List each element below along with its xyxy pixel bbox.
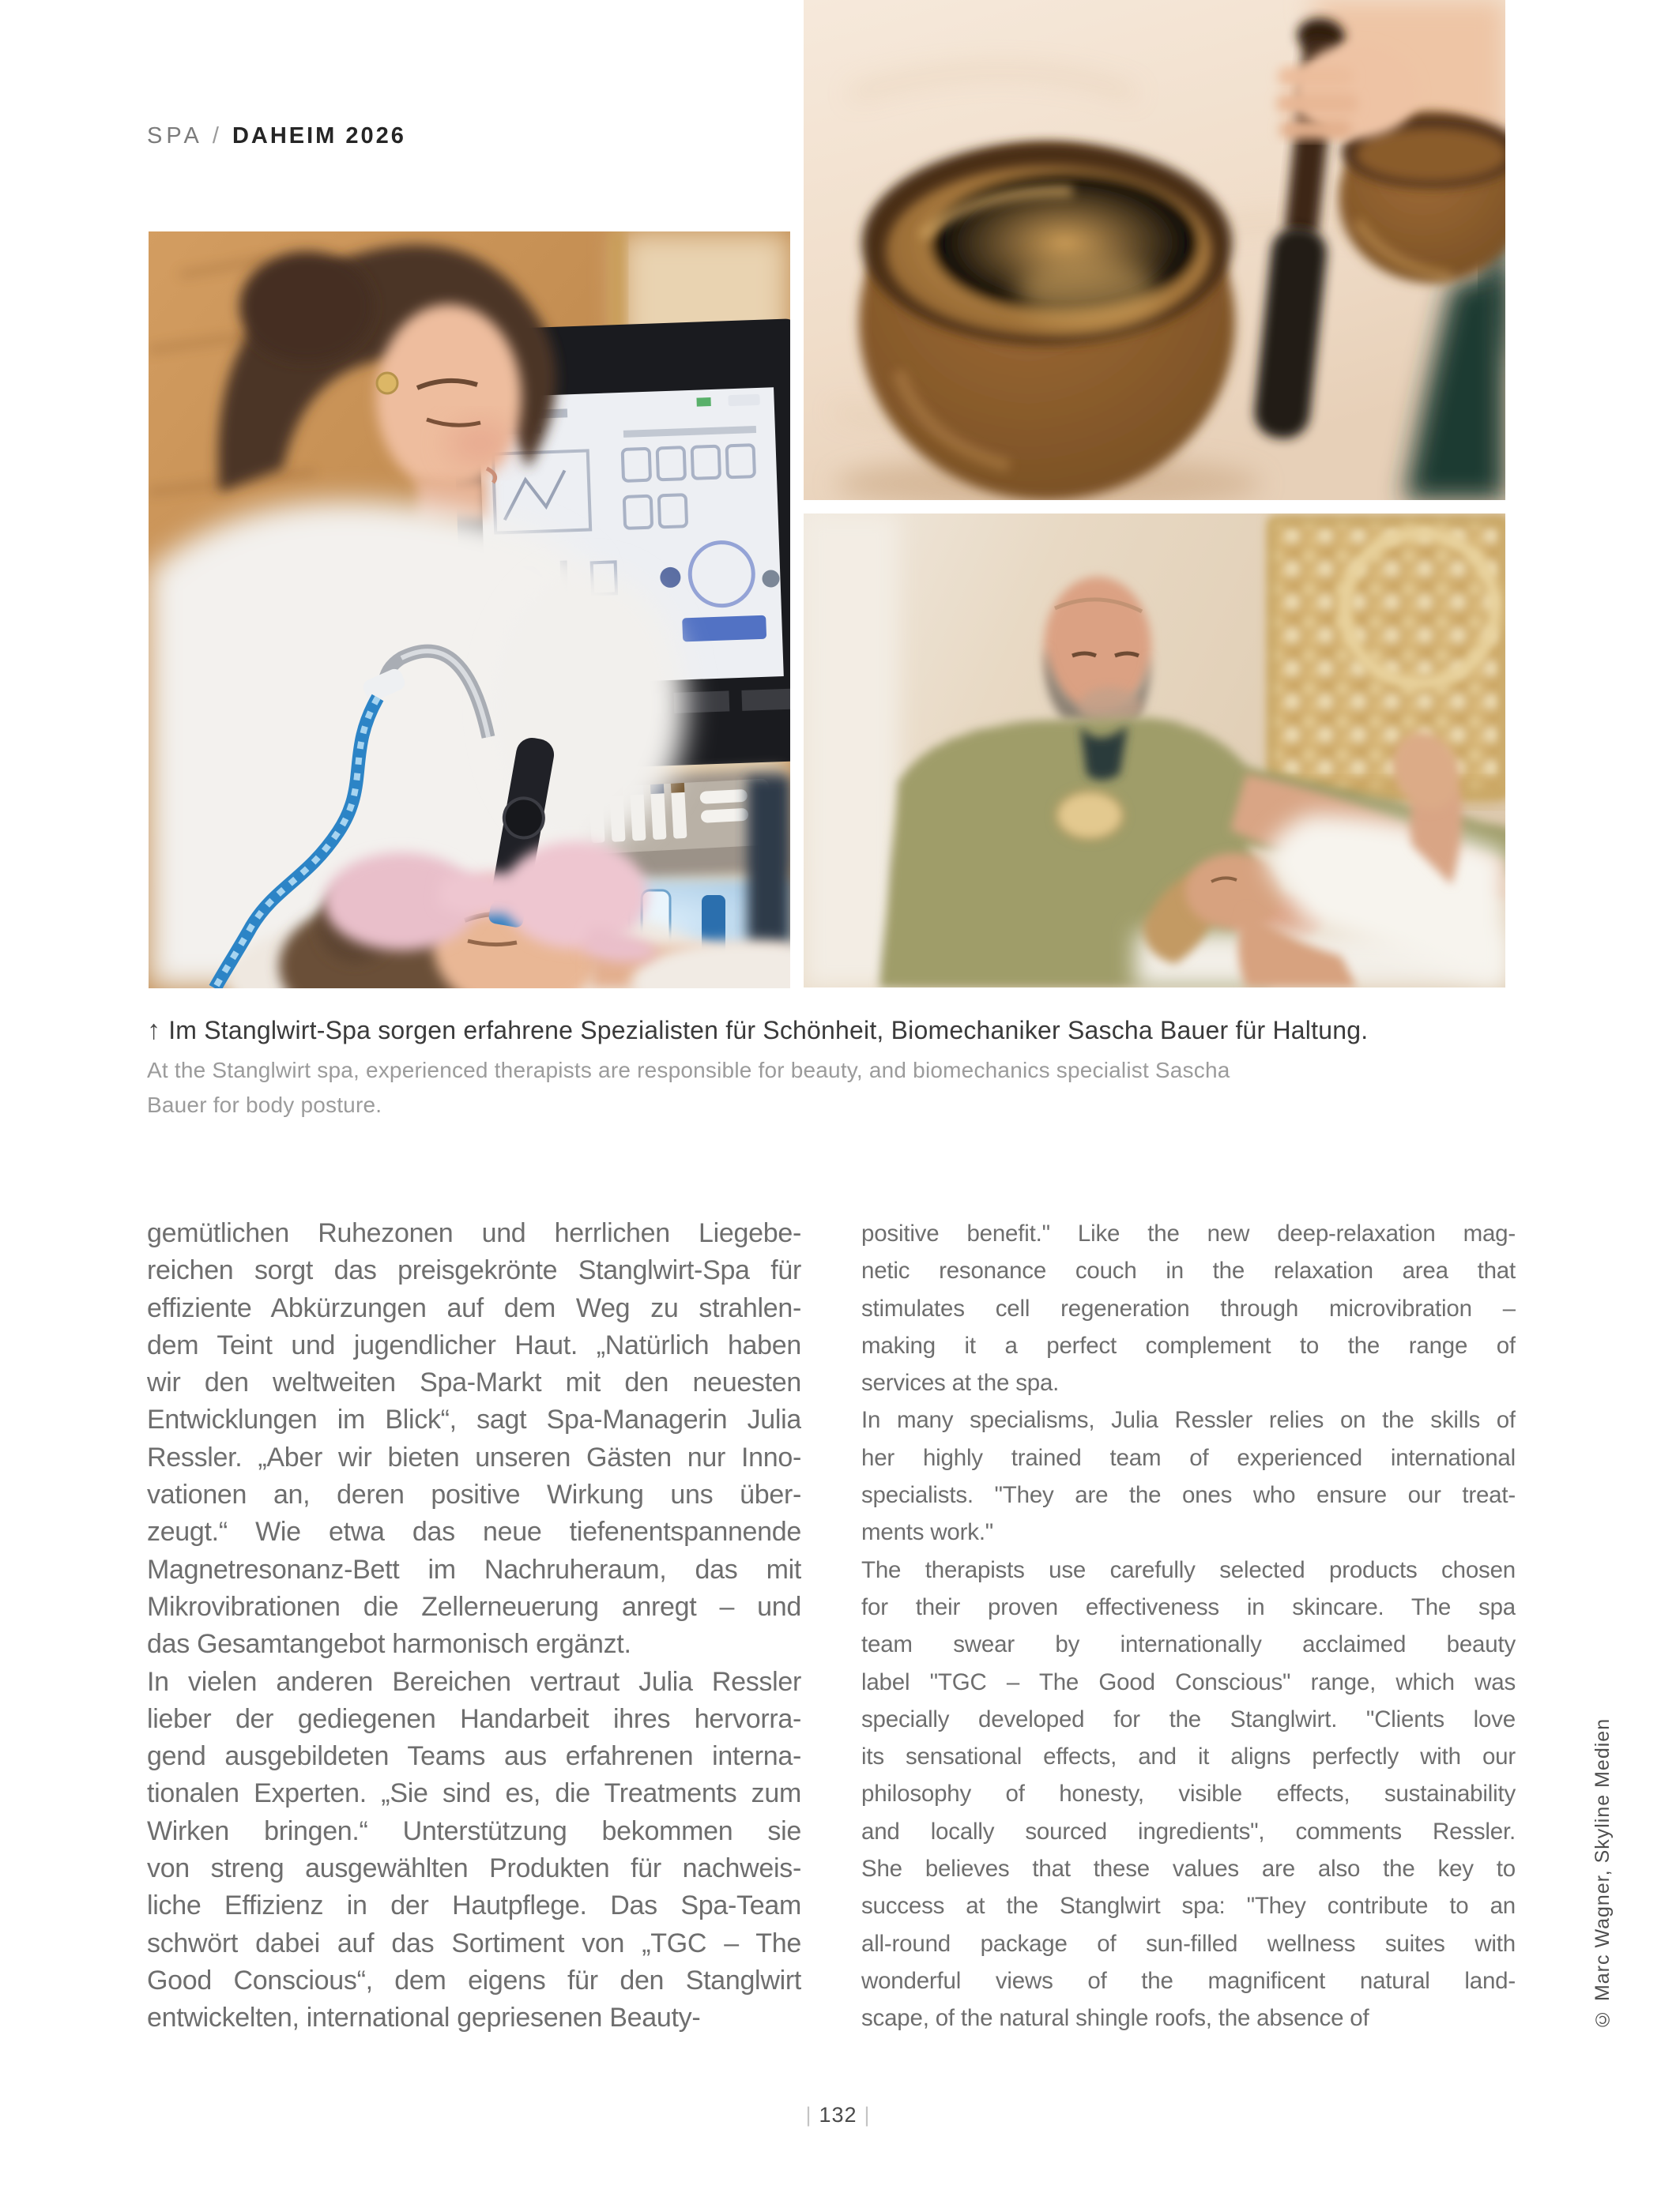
body-text-line: von streng ausgewählten Produkten für nachweis- bbox=[147, 1853, 801, 1884]
therapist-face bbox=[376, 304, 522, 491]
facial-treatment-illustration bbox=[149, 231, 790, 988]
photo-credit: © Marc Wagner, Skyline Medien bbox=[1591, 1717, 1614, 2030]
body-text-line: gemütlichen Ruhezonen und herrlichen Liegebe- bbox=[147, 1218, 801, 1248]
page-header bbox=[147, 123, 406, 149]
body-text-line: services at the spa. bbox=[861, 1370, 1060, 1397]
page-number-left-bar: | bbox=[805, 2103, 812, 2127]
body-text-line: tionalen Experten. „Sie sind es, die Treatments zum bbox=[147, 1778, 801, 1809]
body-text-line: liche Effizienz in der Hautpflege. Das Spa-Team bbox=[147, 1890, 801, 1921]
body-text-line: das Gesamtangebot harmonisch ergänzt. bbox=[147, 1629, 631, 1660]
body-text-line: label "TGC – The Good Conscious" range, which was bbox=[861, 1668, 1516, 1695]
body-text-line: her highly trained team of experienced international bbox=[861, 1444, 1516, 1471]
pink-glove-right bbox=[503, 841, 648, 949]
body-text-line: positive benefit." Like the new deep-relaxation mag- bbox=[861, 1221, 1516, 1247]
body-text-line: Entwicklungen im Blick“, sagt Spa-Managerin Julia bbox=[147, 1405, 801, 1435]
name-badge bbox=[1056, 792, 1123, 839]
body-text-line: Mikrovibrationen die Zellerneuerung anregt – und bbox=[147, 1591, 801, 1622]
body-german-column bbox=[147, 1215, 801, 2037]
body-text-line: lieber der gediegenen Handarbeit ihres hervorra- bbox=[147, 1703, 801, 1734]
body-text-line: philosophy of honesty, visible effects, sustainability bbox=[861, 1781, 1516, 1808]
caption-german-text: Im Stanglwirt-Spa sorgen erfahrene Spezialisten für Schönheit, Biomechaniker Sascha Bauer für Haltung. bbox=[168, 1016, 1369, 1044]
body-text-line: for their proven effectiveness in skincare. The spa bbox=[861, 1593, 1516, 1620]
body-text-line: specialists. "They are the ones who ensure our treat- bbox=[861, 1482, 1516, 1509]
header-separator: / bbox=[212, 123, 223, 149]
body-text-line: ments work." bbox=[861, 1519, 994, 1546]
body-text-line: schwört dabei auf das Sortiment von „TGC – The bbox=[147, 1928, 801, 1958]
caption-english: At the Stanglwirt spa, experienced therapists are responsible for beauty, and biomechanics specialist Sascha Bauer for body posture. bbox=[147, 1058, 1230, 1117]
body-text-line: vationen an, deren positive Wirkung uns über- bbox=[147, 1480, 801, 1510]
body-text-line: In many specialisms, Julia Ressler relies on the skills of bbox=[861, 1407, 1516, 1434]
body-text-line: team swear by internationally acclaimed beauty bbox=[861, 1631, 1516, 1658]
caption-german bbox=[147, 1013, 1368, 1048]
body-text-line: gend ausgebildeten Teams aus erfahrenen interna- bbox=[147, 1741, 801, 1772]
body-text-line: Good Conscious“, dem eigens für den Stanglwirt bbox=[147, 1965, 801, 1996]
page-number-right-bar: | bbox=[864, 2103, 871, 2127]
body-text-line: all-round package of sun-filled wellness suites with bbox=[861, 1930, 1516, 1957]
body-text-line: In vielen anderen Bereichen vertraut Julia Ressler bbox=[147, 1666, 801, 1697]
page-number bbox=[0, 2103, 1676, 2127]
screen-primary-button bbox=[682, 615, 766, 642]
body-text-line: effiziente Abkürzungen auf dem Weg zu strahlen- bbox=[147, 1292, 801, 1323]
body-text-line: stimulates cell regeneration through microvibration – bbox=[861, 1295, 1516, 1322]
body-text-line: dem Teint und jugendlicher Haut. „Natürlich haben bbox=[147, 1330, 801, 1360]
biomechanics-treatment-illustration bbox=[804, 514, 1505, 988]
body-text-line: Wirken bringen.“ Unterstützung bekommen sie bbox=[147, 1815, 801, 1846]
earring bbox=[377, 373, 397, 393]
gold-wall-art bbox=[1271, 520, 1505, 803]
body-text-line: zeugt.“ Wie etwa das neue tiefenentspannende bbox=[147, 1517, 801, 1548]
body-text-line: Magnetresonanz-Bett im Nachruheraum, das mit bbox=[147, 1554, 801, 1585]
singing-bowls-photo bbox=[804, 0, 1505, 500]
facial-treatment-photo bbox=[149, 231, 790, 988]
header-issue-label: DAHEIM 2026 bbox=[232, 123, 406, 149]
singing-bowls-illustration bbox=[804, 0, 1505, 500]
body-text-line: netic resonance couch in the relaxation area that bbox=[861, 1258, 1516, 1285]
body-english-column bbox=[861, 1215, 1516, 2037]
body-text-line: reichen sorgt das preisgekrönte Stanglwirt-Spa für bbox=[147, 1255, 801, 1286]
body-text-line: Ressler. „Aber wir bieten unseren Gästen nur Inno- bbox=[147, 1442, 801, 1473]
body-text-line: specially developed for the Stanglwirt. "Clients love bbox=[861, 1706, 1516, 1732]
photo-caption bbox=[147, 1013, 1368, 1123]
body-text-line: wonderful views of the magnificent natural land- bbox=[861, 1967, 1516, 1994]
body-text-line: She believes that these values are also the key to bbox=[861, 1856, 1516, 1883]
wall-light-strip bbox=[804, 514, 898, 988]
body-text-line: its sensational effects, and it aligns perfectly with our bbox=[861, 1744, 1516, 1770]
body-text-line: making it a perfect complement to the range of bbox=[861, 1332, 1516, 1359]
header-section-label: SPA bbox=[147, 123, 203, 149]
biomechanics-treatment-photo bbox=[804, 514, 1505, 988]
body-text-line: and locally sourced ingredients", comments Ressler. bbox=[861, 1818, 1516, 1845]
body-text-line: entwickelten, international gepriesenen Beauty- bbox=[147, 2003, 701, 2033]
up-arrow-icon: ↑ bbox=[147, 1015, 161, 1045]
page-number-value: 132 bbox=[819, 2103, 857, 2127]
body-text-line: The therapists use carefully selected products chosen bbox=[861, 1556, 1516, 1583]
body-text-line: scape, of the natural shingle roofs, the absence of bbox=[861, 2005, 1369, 2032]
body-text-line: success at the Stanglwirt spa: "They contribute to an bbox=[861, 1893, 1516, 1920]
body-text-line: wir den weltweiten Spa-Markt mit den neuesten bbox=[147, 1367, 801, 1398]
